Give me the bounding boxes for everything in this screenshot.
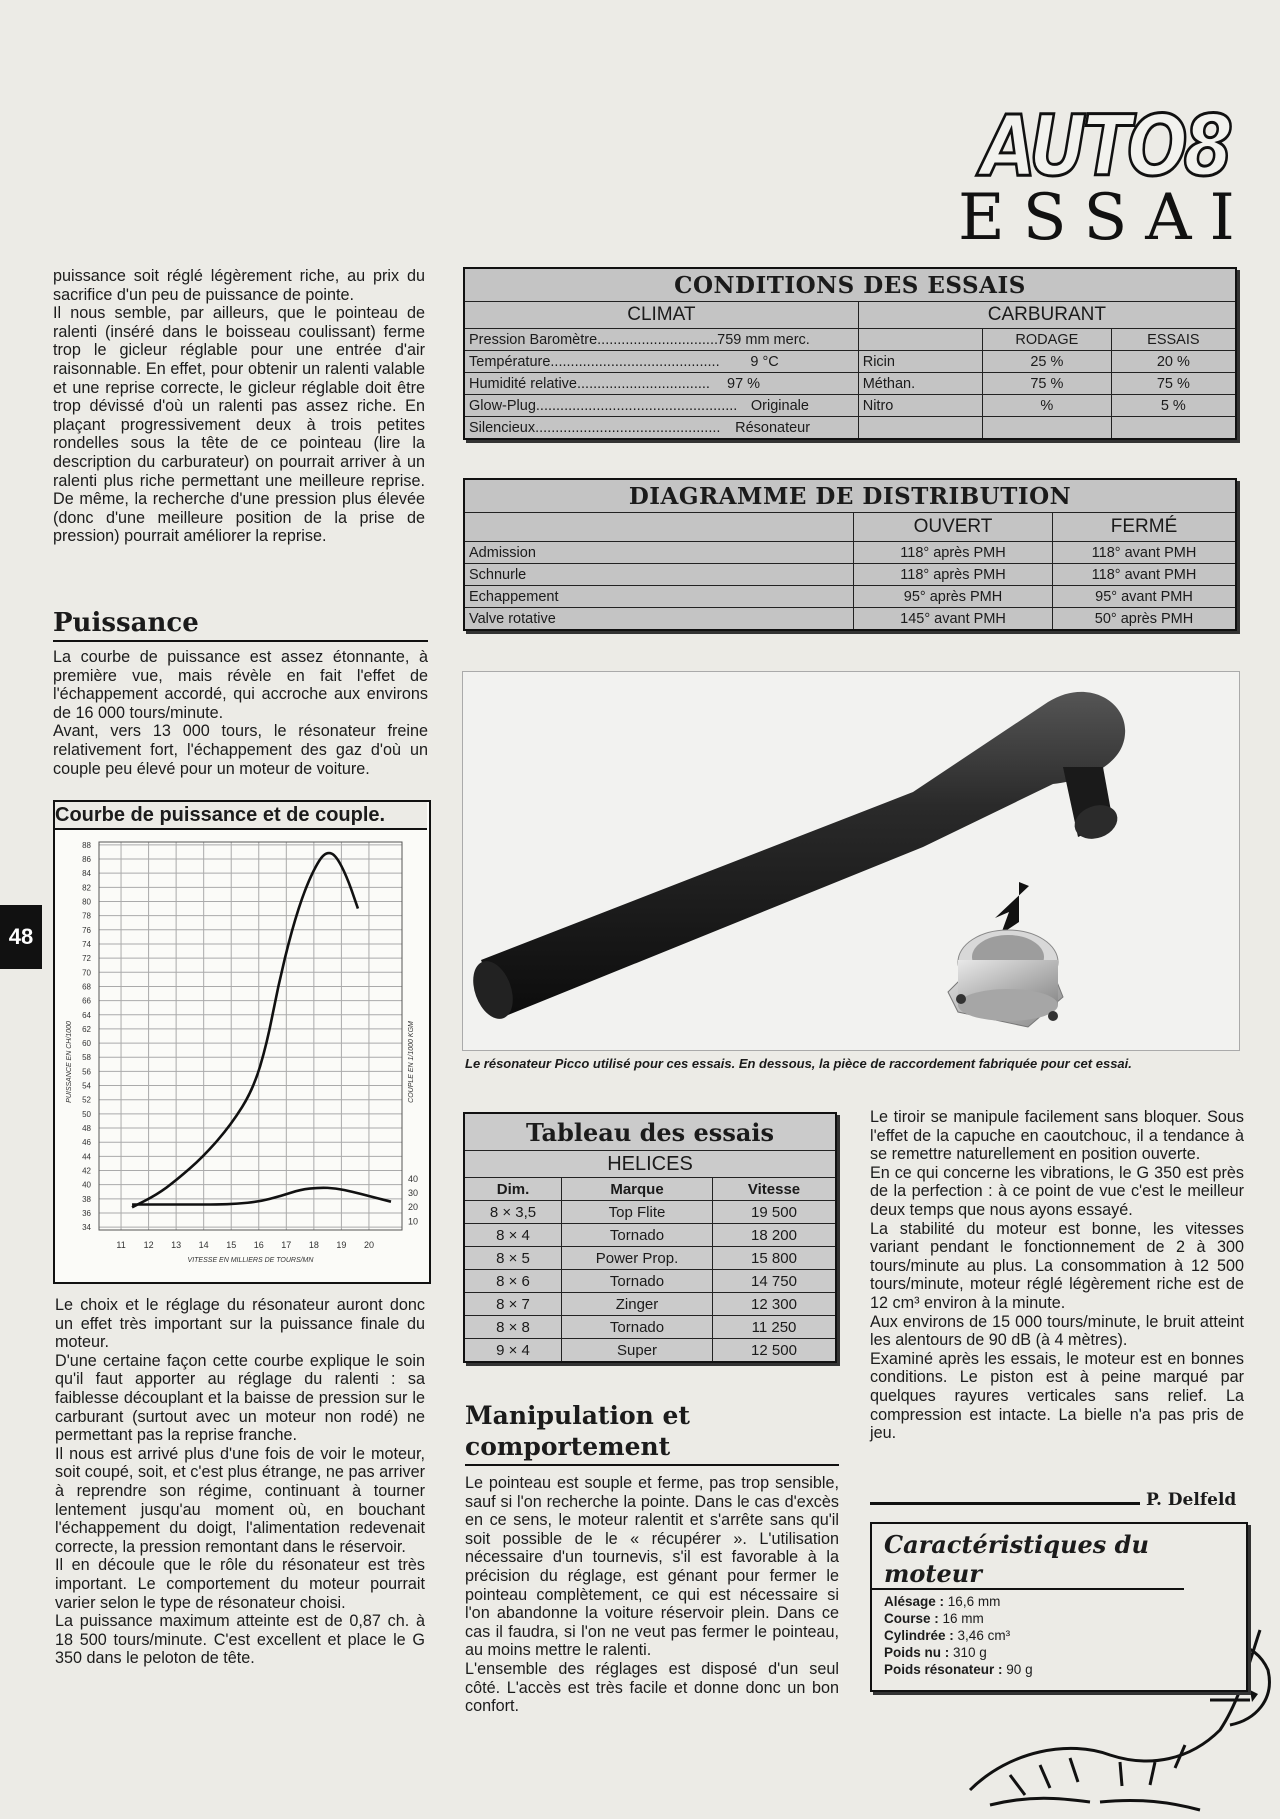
cell-marque: Zinger xyxy=(562,1293,713,1316)
table-row xyxy=(464,1224,836,1247)
plot-frame xyxy=(99,842,402,1230)
spec-row: Poids nu : 310 g xyxy=(884,1645,987,1660)
rodage-header: RODAGE xyxy=(982,329,1111,351)
x-tick-label: 12 xyxy=(143,1240,154,1250)
page-number: 48 xyxy=(8,924,34,949)
x-tick-label: 14 xyxy=(198,1240,209,1250)
column-header: Marque xyxy=(562,1178,713,1201)
carburant-rodage: % xyxy=(982,395,1111,417)
cell-vitesse: 15 800 xyxy=(713,1247,837,1270)
y-tick-label: 84 xyxy=(82,869,91,879)
ferme-header: FERMÉ xyxy=(1053,513,1237,542)
paragraph: Le tiroir se manipule facilement sans bloquer. Sous l'effet de la capuche en caoutchouc, il a tendance à se remettre naturellement en position ouverte. xyxy=(870,1108,1244,1164)
y-right-axis-label: COUPLE EN 1/1000 KGM xyxy=(408,1021,415,1103)
paragraph: En ce qui concerne les vibrations, le G 350 est près de la perfection : à ce point de vue c'est le meilleur deux temps que nous ayons essayé. xyxy=(870,1163,1244,1219)
y-tick-label: 42 xyxy=(82,1166,91,1176)
paragraph: La puissance maximum atteinte est de 0,87 ch. à 18 500 tours/minute. C'est excellent et place le G 350 dans le peloton de tête. xyxy=(55,1612,425,1668)
y-tick-label: 78 xyxy=(82,911,91,921)
y-tick-label: 76 xyxy=(82,925,91,935)
x-tick-label: 16 xyxy=(253,1240,264,1250)
cell-vitesse: 12 500 xyxy=(713,1339,837,1363)
chart-plot xyxy=(57,832,427,1280)
cell-marque: Tornado xyxy=(562,1316,713,1339)
caracteristiques-title: Caractéristiques du moteur xyxy=(872,1524,1184,1590)
distribution-ferme: 118° avant PMH xyxy=(1053,564,1237,586)
cell-dim: 8 × 5 xyxy=(464,1247,562,1270)
cell-marque: Power Prop. xyxy=(562,1247,713,1270)
paragraph: puissance soit réglé légèrement riche, au prix du sacrifice d'un peu de puissance de pointe. xyxy=(53,267,425,304)
distribution-ferme: 50° après PMH xyxy=(1053,608,1237,631)
y-tick-label: 46 xyxy=(82,1138,91,1148)
y-tick-label: 88 xyxy=(82,840,91,850)
manipulation-section xyxy=(465,1400,839,1716)
y-right-tick-label: 40 xyxy=(408,1173,419,1184)
y-tick-label: 60 xyxy=(82,1039,91,1049)
cell-marque: Tornado xyxy=(562,1224,713,1247)
x-tick-label: 17 xyxy=(281,1240,292,1250)
paragraph: Avant, vers 13 000 tours, le résonateur freine relativement fort, l'échappement des gaz d'où un couple peu élevé pour un moteur de voiture. xyxy=(53,722,428,778)
y-tick-label: 48 xyxy=(82,1124,91,1134)
connector-part xyxy=(948,930,1063,1027)
y-tick-label: 56 xyxy=(82,1067,91,1077)
manipulation-heading: Manipulation et comportement xyxy=(465,1400,839,1466)
distribution-label: Schnurle xyxy=(464,564,854,586)
cell-dim: 9 × 4 xyxy=(464,1339,562,1363)
distribution-ouvert: 95° après PMH xyxy=(854,586,1053,608)
cell-dim: 8 × 4 xyxy=(464,1224,562,1247)
carburant-name: Méthan. xyxy=(858,373,982,395)
essais-title: Tableau des essais xyxy=(525,1117,775,1147)
left-intro xyxy=(53,267,425,546)
distribution-label: Admission xyxy=(464,542,854,564)
paragraph: Le pointeau est souple et ferme, pas trop sensible, sauf si l'on recherche la pointe. Dans le cas d'excès en ce sens, le moteur ralentit et s'arrête sans qu'il soit possible de le « récupérer ». L'utilisation nécessaire d'un tournevis, s'il est favorable à la précision du réglage, est génant pour fermer le pointeau complètement, ce qui est nécessaire si l'on abandonne la voiture réservoir plein. Dans ce cas il faudra, si l'on ne veut pas fermer le pointeau, au moins mettre le ralenti. xyxy=(465,1474,839,1660)
puissance-heading: Puissance xyxy=(53,608,428,642)
x-tick-label: 19 xyxy=(336,1240,347,1250)
paragraph: D'une certaine façon cette courbe explique le soin qu'il faut apporter au réglage du ralenti : sa faiblesse découplant et la baisse de pression sur le carburant (surtout avec un moteur non rodé) ne permettant pas la reprise franche. xyxy=(55,1351,425,1445)
magazine-logo xyxy=(975,97,1237,195)
climat-row: Pression Baromètre..............................759 mm merc. xyxy=(464,329,858,351)
cell-vitesse: 11 250 xyxy=(713,1316,837,1339)
paragraph: L'ensemble des réglages est disposé d'un seul côté. L'accès est très facile et donne donc un bon confort. xyxy=(465,1659,839,1716)
distribution-ferme: 95° avant PMH xyxy=(1053,586,1237,608)
essais-header: ESSAIS xyxy=(1111,329,1236,351)
x-tick-label: 20 xyxy=(363,1240,374,1250)
y-tick-label: 62 xyxy=(82,1024,91,1034)
table-row xyxy=(464,1201,836,1224)
cell-dim: 8 × 7 xyxy=(464,1293,562,1316)
arrow-icon xyxy=(995,882,1029,934)
distribution-ferme: 118° avant PMH xyxy=(1053,542,1237,564)
paragraph: Il nous semble, par ailleurs, que le pointeau de ralenti (inséré dans le boisseau coulissant) ferme trop le gicleur réglable pour une entrée d'air raisonnable. En effet, pour obtenir un ralenti valable et une reprise correcte, le gicleur réglable doit être trop dévissé d'où un ralenti pas assez riche. En plaçant progressivement deux à trois petites rondelles sous la tête de ce pointeau (lire la description du carburateur) on pourrait arriver à un ralenti plus riche permettant une meilleure reprise. De même, la recherche d'une pression plus élevée (donc d'une meilleure position de la prise de pression) pourrait améliorer la reprise. xyxy=(53,304,425,546)
distribution-ouvert: 118° après PMH xyxy=(854,542,1053,564)
cell-marque: Super xyxy=(562,1339,713,1363)
carburant-essais: 5 % xyxy=(1111,395,1236,417)
y-tick-label: 66 xyxy=(82,996,91,1006)
paragraph: Aux environs de 15 000 tours/minute, le bruit atteint les alentours de 90 dB (à 4 mètres). xyxy=(870,1312,1244,1350)
essais-subtitle: HELICES xyxy=(464,1151,836,1178)
distribution-label: Echappement xyxy=(464,586,854,608)
paragraph: La courbe de puissance est assez étonnante, à première vue, mais révèle en fait l'effet de l'échappement accordé, qui accroche aux environs de 16 000 tours/minute. xyxy=(53,648,428,722)
y-tick-label: 52 xyxy=(82,1095,91,1105)
paragraph: Le choix et le réglage du résonateur auront donc un effet très important sur la puissance finale du moteur. xyxy=(55,1296,425,1352)
carburant-header: CARBURANT xyxy=(858,302,1236,329)
left-after-chart xyxy=(55,1296,425,1668)
series-line-couple xyxy=(132,1188,391,1205)
y-tick-label: 80 xyxy=(82,897,91,907)
cell-dim: 8 × 3,5 xyxy=(464,1201,562,1224)
logo-text: AUTO8 xyxy=(975,97,1232,195)
cell-vitesse: 14 750 xyxy=(713,1270,837,1293)
y-right-tick-label: 20 xyxy=(408,1202,419,1213)
spec-row: Cylindrée : 3,46 cm³ xyxy=(884,1628,1011,1643)
y-tick-label: 40 xyxy=(82,1180,91,1190)
distribution-title: DIAGRAMME DE DISTRIBUTION xyxy=(464,479,1236,513)
y-right-tick-label: 10 xyxy=(408,1216,419,1227)
climat-row: Glow-Plug.................................................. Originale xyxy=(464,395,858,417)
conditions-table xyxy=(463,267,1237,440)
table-row xyxy=(464,1247,836,1270)
x-tick-label: 13 xyxy=(171,1240,182,1250)
y-tick-label: 38 xyxy=(82,1194,91,1204)
y-tick-label: 82 xyxy=(82,883,91,893)
cell-vitesse: 19 500 xyxy=(713,1201,837,1224)
cell-dim: 8 × 6 xyxy=(464,1270,562,1293)
y-tick-label: 64 xyxy=(82,1010,91,1020)
y-tick-label: 34 xyxy=(82,1223,91,1233)
table-row xyxy=(464,1339,836,1363)
spec-row: Alésage : 16,6 mm xyxy=(884,1594,1001,1609)
x-tick-label: 15 xyxy=(226,1240,237,1250)
cell-marque: Top Flite xyxy=(562,1201,713,1224)
page-number-tab xyxy=(0,905,42,969)
carburant-essais: 75 % xyxy=(1111,373,1236,395)
y-tick-label: 70 xyxy=(82,968,91,978)
distribution-label: Valve rotative xyxy=(464,608,854,631)
table-row xyxy=(464,1293,836,1316)
y-tick-label: 58 xyxy=(82,1053,91,1063)
paragraph: Il en découle que le rôle du résonateur est très important. Le comportement du moteur pourrait varier selon le type de résonateur choisi. xyxy=(55,1556,425,1612)
carburant-essais: 20 % xyxy=(1111,351,1236,373)
table-row xyxy=(464,1316,836,1339)
cell-dim: 8 × 8 xyxy=(464,1316,562,1339)
power-torque-chart xyxy=(53,800,431,1284)
section-title: ESSAI xyxy=(958,181,1253,255)
y-tick-label: 50 xyxy=(82,1109,91,1119)
carburant-rodage: 75 % xyxy=(982,373,1111,395)
chart-title: Courbe de puissance et de couple. xyxy=(55,802,427,830)
author-rule xyxy=(870,1502,1140,1505)
cell-marque: Tornado xyxy=(562,1270,713,1293)
climat-row: Température.......................................... 9 °C xyxy=(464,351,858,373)
cell-vitesse: 18 200 xyxy=(713,1224,837,1247)
cell-vitesse: 12 300 xyxy=(713,1293,837,1316)
climat-row: Silencieux.............................................. Résonateur xyxy=(464,417,858,440)
paragraph: La stabilité du moteur est bonne, les vitesses variant pendant le fonctionnement de 2 à 300 tours/minute au plus. La consommation à 12 500 tours/minute, moteur réglé légèrement riche est de 12 cm³ environ à la minute. xyxy=(870,1219,1244,1312)
y-tick-label: 54 xyxy=(82,1081,91,1091)
distribution-ouvert: 118° après PMH xyxy=(854,564,1053,586)
spec-row: Poids résonateur : 90 g xyxy=(884,1662,1033,1677)
y-tick-label: 68 xyxy=(82,982,91,992)
photo-caption: Le résonateur Picco utilisé pour ces essais. En dessous, la pièce de raccordement fabriquée pour cet essai. xyxy=(465,1056,1132,1071)
climat-row: Humidité relative................................. 97 % xyxy=(464,373,858,395)
y-tick-label: 44 xyxy=(82,1152,91,1162)
climat-header: CLIMAT xyxy=(464,302,858,329)
conditions-title: CONDITIONS DES ESSAIS xyxy=(464,268,1236,302)
paragraph: Il nous est arrivé plus d'une fois de voir le moteur, soit coupé, soit, et c'est plus étrange, ne pas arriver à reprendre son régime, continuant à tourner lentement jusqu'au moment où, en bouchant l'échappement du doigt, l'alimentation redevenait correcte, la pression remontant dans le réservoir. xyxy=(55,1444,425,1556)
x-tick-label: 11 xyxy=(116,1240,126,1250)
column-header: Dim. xyxy=(464,1178,562,1201)
distribution-ouvert: 145° avant PMH xyxy=(854,608,1053,631)
series-line-puissance xyxy=(132,853,358,1207)
column-header: Vitesse xyxy=(713,1178,837,1201)
x-axis-label: VITESSE EN MILLIERS DE TOURS/MN xyxy=(187,1257,314,1264)
y-right-tick-label: 30 xyxy=(408,1188,419,1199)
essais-table xyxy=(463,1112,837,1363)
author: P. Delfeld xyxy=(1146,1490,1237,1510)
resonator-photo xyxy=(462,671,1240,1051)
carburant-name: Ricin xyxy=(858,351,982,373)
y-axis-label: PUISSANCE EN CH/1000 xyxy=(66,1021,73,1103)
caracteristiques-box xyxy=(870,1522,1248,1692)
y-tick-label: 86 xyxy=(82,854,91,864)
ouvert-header: OUVERT xyxy=(854,513,1053,542)
puissance-section xyxy=(53,608,428,778)
y-tick-label: 36 xyxy=(82,1209,91,1219)
carburant-rodage: 25 % xyxy=(982,351,1111,373)
y-tick-label: 74 xyxy=(82,939,91,949)
carburant-name: Nitro xyxy=(858,395,982,417)
paragraph: Examiné après les essais, le moteur est en bonnes conditions. Le piston est à peine marqué par quelques rayures verticales sans relief. La compression est intacte. La bielle n'a pas pris de jeu. xyxy=(870,1349,1244,1443)
distribution-table xyxy=(463,478,1237,631)
table-row xyxy=(464,1270,836,1293)
right-column xyxy=(870,1108,1244,1443)
y-tick-label: 72 xyxy=(82,954,91,964)
x-tick-label: 18 xyxy=(308,1240,319,1250)
spec-row: Course : 16 mm xyxy=(884,1611,984,1626)
